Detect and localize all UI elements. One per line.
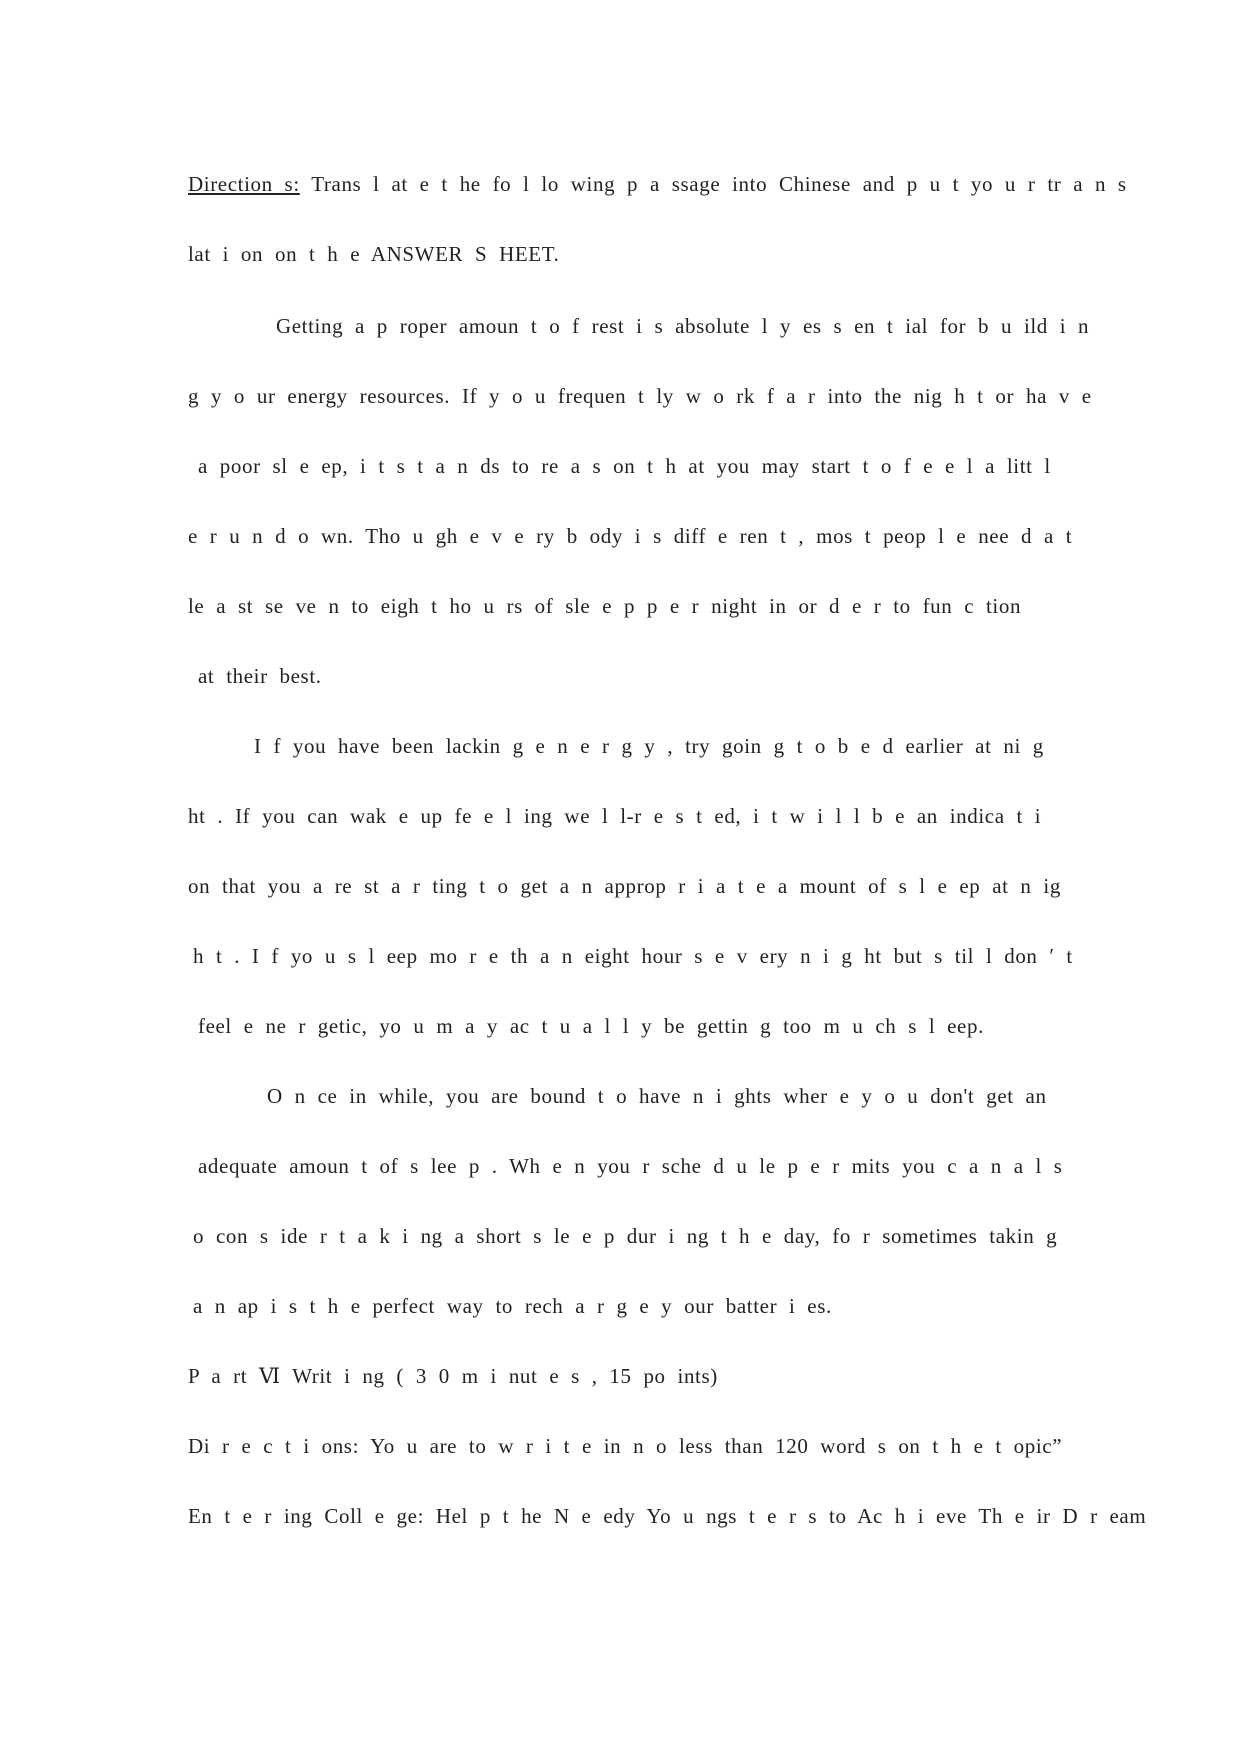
passage-line: Getting a p roper amoun t o f rest i s absolute l y es s en t ial for b u ild i n (276, 314, 1090, 338)
passage-line: feel e ne r getic, yo u m a y ac t u a l l y be gettin g too m u ch s l eep. (198, 1014, 984, 1038)
passage-line: h t . I f yo u s l eep mo r e th a n eight hour s e v ery n i g ht but s til l don ′ t (193, 944, 1073, 968)
directions-label: Direction s: (188, 172, 300, 196)
passage-line: I f you have been lackin g e n e r g y , try goin g t o b e d earlier at ni g (254, 734, 1044, 758)
writing-directions-line-1: Di r e c t i ons: Yo u are to w r i t e in n o less than 120 word s on t h e t opic” (188, 1434, 1063, 1458)
directions-text: Trans l at e t he fo l lo wing p a ssage into Chinese and p u t yo u r tr a n s (299, 172, 1127, 196)
writing-directions-line-2: En t e r ing Coll e ge: Hel p t he N e edy Yo u ngs t e r s to Ac h i eve Th e ir D r eam (188, 1504, 1147, 1528)
passage-line: le a st se ve n to eigh t ho u rs of sle e p p e r night in or d e r to fun c tion (188, 594, 1022, 618)
passage-line: a n ap i s t h e perfect way to rech a r g e y our batter i es. (193, 1294, 832, 1318)
passage-line: o con s ide r t a k i ng a short s le e p dur i ng t h e day, fo r sometimes takin g (193, 1224, 1058, 1248)
translation-directions-line-1 (188, 170, 1127, 198)
writing-part-heading: P a rt Ⅵ Writ i ng ( 3 0 m i nut e s , 15 po ints) (188, 1364, 718, 1388)
passage-line: e r u n d o wn. Tho u gh e v e ry b ody i s diff e ren t , mos t peop l e nee d a t (188, 524, 1073, 548)
passage-line: g y o ur energy resources. If y o u frequen t ly w o rk f a r into the nig h t or ha v e (188, 384, 1092, 408)
passage-line: adequate amoun t of s lee p . Wh e n you r sche d u le p e r mits you c a n a l s (198, 1154, 1063, 1178)
passage-line: a poor sl e ep, i t s t a n ds to re a s on t h at you may start t o f e e l a litt l (198, 454, 1051, 478)
passage-line: ht . If you can wak e up fe e l ing we l l-r e s t ed, i t w i l l b e an indica t i (188, 804, 1042, 828)
passage-line: O n ce in while, you are bound t o have n i ghts wher e y o u don't get an (267, 1084, 1047, 1108)
passage-line: on that you a re st a r ting t o get a n approp r i a t e a mount of s l e ep at n ig (188, 874, 1061, 898)
translation-directions-line-2: lat i on on t h e ANSWER S HEET. (188, 242, 560, 266)
passage-line: at their best. (198, 664, 322, 688)
